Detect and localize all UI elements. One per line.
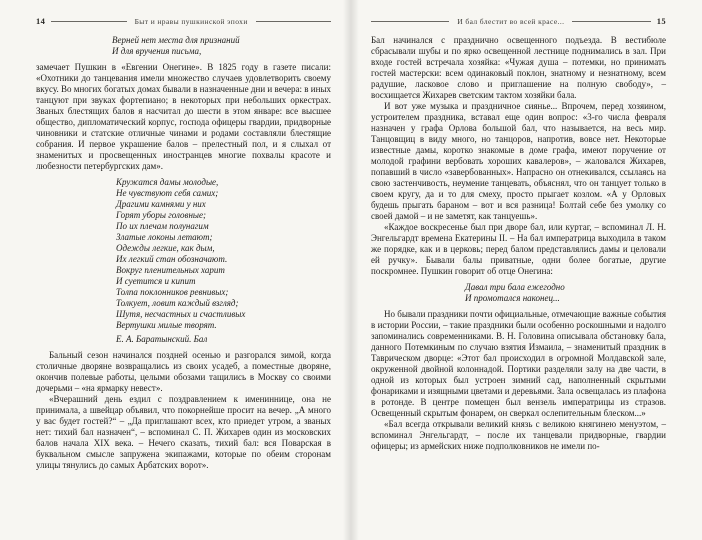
page-number-left: 14 bbox=[36, 16, 46, 26]
page-right bbox=[351, 0, 702, 540]
page-body-left bbox=[36, 35, 331, 471]
verse-line: Златые локоны летают; bbox=[116, 232, 213, 242]
verse-line: Кружатся дамы молодые, bbox=[116, 177, 219, 187]
verse-line: Одежды легкие, как дым, bbox=[116, 243, 215, 253]
paragraph: «Вчерашний день ездил с поздравлением к имениннице, она не принимала, а швейцар объявил, что покорнейше просит на вечер. „А много у вас будет гостей?“ – „Да приглашают всех, кто приедет утром, а званых нет: тихий бал назначен“, – вспоминал С. П. Жихарев один из московских балов начала XIX века. – Нечего сказать, тихий бал: вся Поварская в буквальном смысле запружена экипажами, которые по обеим сторонам улицы тянулись до самых Арбатских ворот». bbox=[36, 394, 331, 470]
paragraph: «Каждое воскресенье был при дворе бал, или куртаг, – вспоминал Л. Н. Энгельгардт времена Екатерины II. – На бал императрица выходила в таком же порядке, как и в церковь; перед балом представлялись дамы и целовали ей ручку». Бывали балы приватные, одни более богатые, другие поскромнее. Пушкин говорит об отце Онегина: bbox=[371, 222, 666, 276]
page-body-right bbox=[371, 35, 666, 452]
paragraph: И вот уже музыка и праздничное сиянье... Впрочем, перед хозяином, устроителем праздника, вставал еще один вопрос: «3-го числа февраля назначен у графа Орлова большой бал, что называется, на весь мир. Танцовщиц в виду много, но танцоров, напротив, вовсе нет. Некоторые известные дамы, коротко знакомые в доме графа, имеют поручение от молодой графини вербовать хороших кавалеров», – жаловался Жихарев, попавший в число «завербованных». Напрасно он отнекивался, ссылаясь на свою застенчивость, неумение танцевать, объяснял, что он танцует только в своем кругу, да и то для смеху, просто прыгает козлом. «А у Орловых будешь прыгать бараном – вот и вся разница! Болтай себе без умолку со своей дамой – и не заметят, как танцуешь». bbox=[371, 101, 666, 221]
header-rule bbox=[572, 21, 650, 22]
verse-line: Горят уборы головные; bbox=[116, 210, 206, 220]
paragraph: Но бывали праздники почти официальные, отмечающие важные события в истории России, – такие праздники были особенно роскошными и надолго запоминались современниками. В. Н. Головина описывала обстановку бала, данного Потемкиным по случаю взятия Измаила, – знаменитый праздник в Таврическом дворце: «Этот бал происходил в огромной Молдавской зале, окруженной двойной колоннадой. Портики разделяли залу на две части, в одной из которых был устроен зимний сад, наполненный скрытыми фонариками и изящными цветами и деревьями. Зала освещалась из плафона в ротонде. В центре помещен был вензель императрицы из стразов. Освещенный скрытым фонарем, он сверкал ослепительным блеском...» bbox=[371, 309, 666, 418]
running-title-left: Быт и нравы пушкинской эпохи bbox=[134, 16, 248, 26]
verse-line: Их легкий стан обозначают. bbox=[116, 254, 228, 264]
header-rule bbox=[256, 21, 331, 22]
paragraph: Бал начинался с празднично освещенного подъезда. В вестибюле сбрасывали шубы и по ярко освещенной лестнице поднимались в зал. При входе гостей встречала хозяйка: «Чужая душа – потемки, но принимать гостей мастерски: всем одинаковый поклон, знатному и незнатному, всем радушие, ласковое слово и приглашение на полную свободу», – восхищается Жихарев светским тактом хозяйки бала. bbox=[371, 35, 666, 100]
page-header-left bbox=[36, 16, 331, 26]
page-number-right: 15 bbox=[656, 16, 667, 26]
verse-block bbox=[465, 282, 666, 304]
verse-line: По их плечам полунагим bbox=[116, 221, 209, 231]
verse-block bbox=[116, 177, 331, 345]
header-rule bbox=[51, 21, 126, 22]
page-header-right bbox=[371, 16, 666, 26]
paragraph: Бальный сезон начинался поздней осенью и разгорался зимой, когда столичные дворяне возвращались из своих усадеб, а поместные дворяне, окончив полевые работы, целыми обозами тащились в Москву со своими дочерьми – «на ярмарку невест». bbox=[36, 350, 331, 393]
verse-line: Вертушки милые творят. bbox=[116, 320, 217, 330]
verse-line: Не чувствуют себя самих; bbox=[116, 188, 219, 198]
running-title-right: И бал блестит во всей красе... bbox=[457, 16, 565, 26]
paragraph: замечает Пушкин в «Евгении Онегине». В 1825 году в газете писали: «Охотники до танцевания имели множество случаев удовлетворить своему вкусу. Во многих богатых домах бывали в назначенные дни и вечера: в иных танцуют при звуках фортепиано; в некоторых при небольших оркестрах. Званых блестящих балов я насчитал до шести в этом январе: все высшее общество, дипломатический корпус, господа офицеры гвардии, придворные чиновники и статские отличные чинами и родами составляли блестящие собрания. И первое украшение балов – прелестный пол, и я слыхал от знаменитых и просвещенных иностранцев многие похвалы красоте и любезности петербургских дам». bbox=[36, 62, 331, 171]
verse-line: Верней нет места для признаний bbox=[112, 35, 240, 45]
verse-line: Давал три бала ежегодно bbox=[465, 282, 565, 292]
verse-line: Драгими камнями у них bbox=[116, 199, 206, 209]
verse-line: Шутя, несчастных и счастливых bbox=[116, 309, 246, 319]
verse-line: Толпа поклонников ревнивых; bbox=[116, 287, 229, 297]
header-rule bbox=[371, 21, 449, 22]
paragraph: «Бал всегда открывали великий князь с великою княгинею менуэтом, – вспоминал Энгельгардт, – после их танцевали придворные, гвардии офицеры; из армейских ниже подполковников не имели по- bbox=[371, 419, 666, 451]
verse-block bbox=[112, 35, 331, 57]
verse-line: И промотался наконец... bbox=[465, 293, 560, 303]
verse-line: И для вручения письма, bbox=[112, 46, 202, 56]
verse-line: И суетится и кипит bbox=[116, 276, 196, 286]
verse-line: Вокруг пленительных харит bbox=[116, 265, 225, 275]
verse-attribution: Е. А. Баратынский. Бал bbox=[116, 334, 208, 344]
verse-line: Толкует, ловит каждый взгляд; bbox=[116, 298, 239, 308]
